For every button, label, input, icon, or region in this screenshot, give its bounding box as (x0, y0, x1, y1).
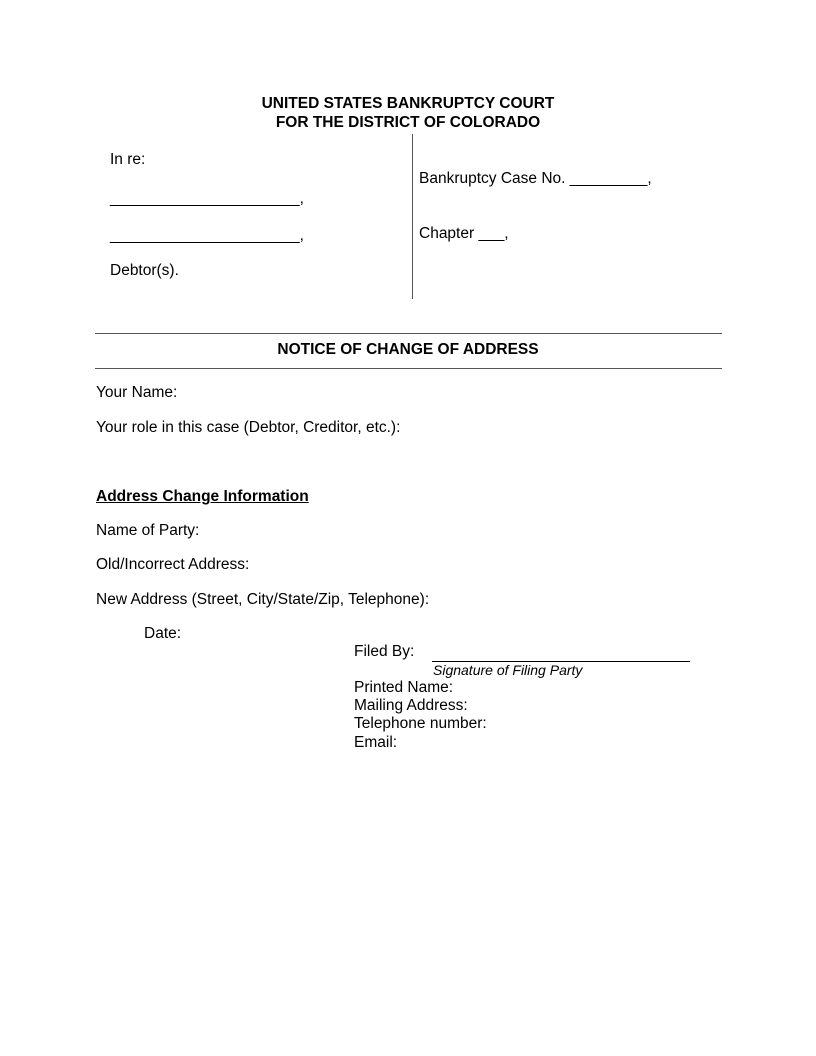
title-top-rule (95, 333, 722, 334)
caption-divider (412, 134, 413, 299)
date-label: Date: (144, 625, 182, 642)
printed-name-label: Printed Name: (354, 679, 454, 696)
telephone-label: Telephone number: (354, 715, 487, 732)
signature-caption: Signature of Filing Party (433, 662, 583, 678)
case-number: Bankruptcy Case No. _________, (419, 170, 652, 187)
document-title: NOTICE OF CHANGE OF ADDRESS (277, 341, 539, 358)
debtor-name-line-1: ______________________, (110, 190, 304, 207)
court-district: FOR THE DISTRICT OF COLORADO (275, 114, 541, 131)
debtors-label: Debtor(s). (110, 262, 179, 279)
mailing-address-label: Mailing Address: (354, 697, 468, 714)
name-of-party-label: Name of Party: (96, 522, 200, 539)
debtor-name-line-2: ______________________, (110, 227, 304, 244)
old-address-label: Old/Incorrect Address: (96, 556, 250, 573)
title-bottom-rule (95, 368, 722, 369)
section-heading: Address Change Information (96, 488, 309, 505)
in-re-label: In re: (110, 151, 146, 168)
your-role-label: Your role in this case (Debtor, Creditor, etc.): (96, 419, 401, 436)
email-label: Email: (354, 734, 398, 751)
new-address-label: New Address (Street, City/State/Zip, Telephone): (96, 591, 430, 608)
court-name: UNITED STATES BANKRUPTCY COURT (261, 95, 555, 112)
filed-by-label: Filed By: (354, 643, 415, 660)
chapter: Chapter ___, (419, 225, 509, 242)
your-name-label: Your Name: (96, 384, 178, 401)
